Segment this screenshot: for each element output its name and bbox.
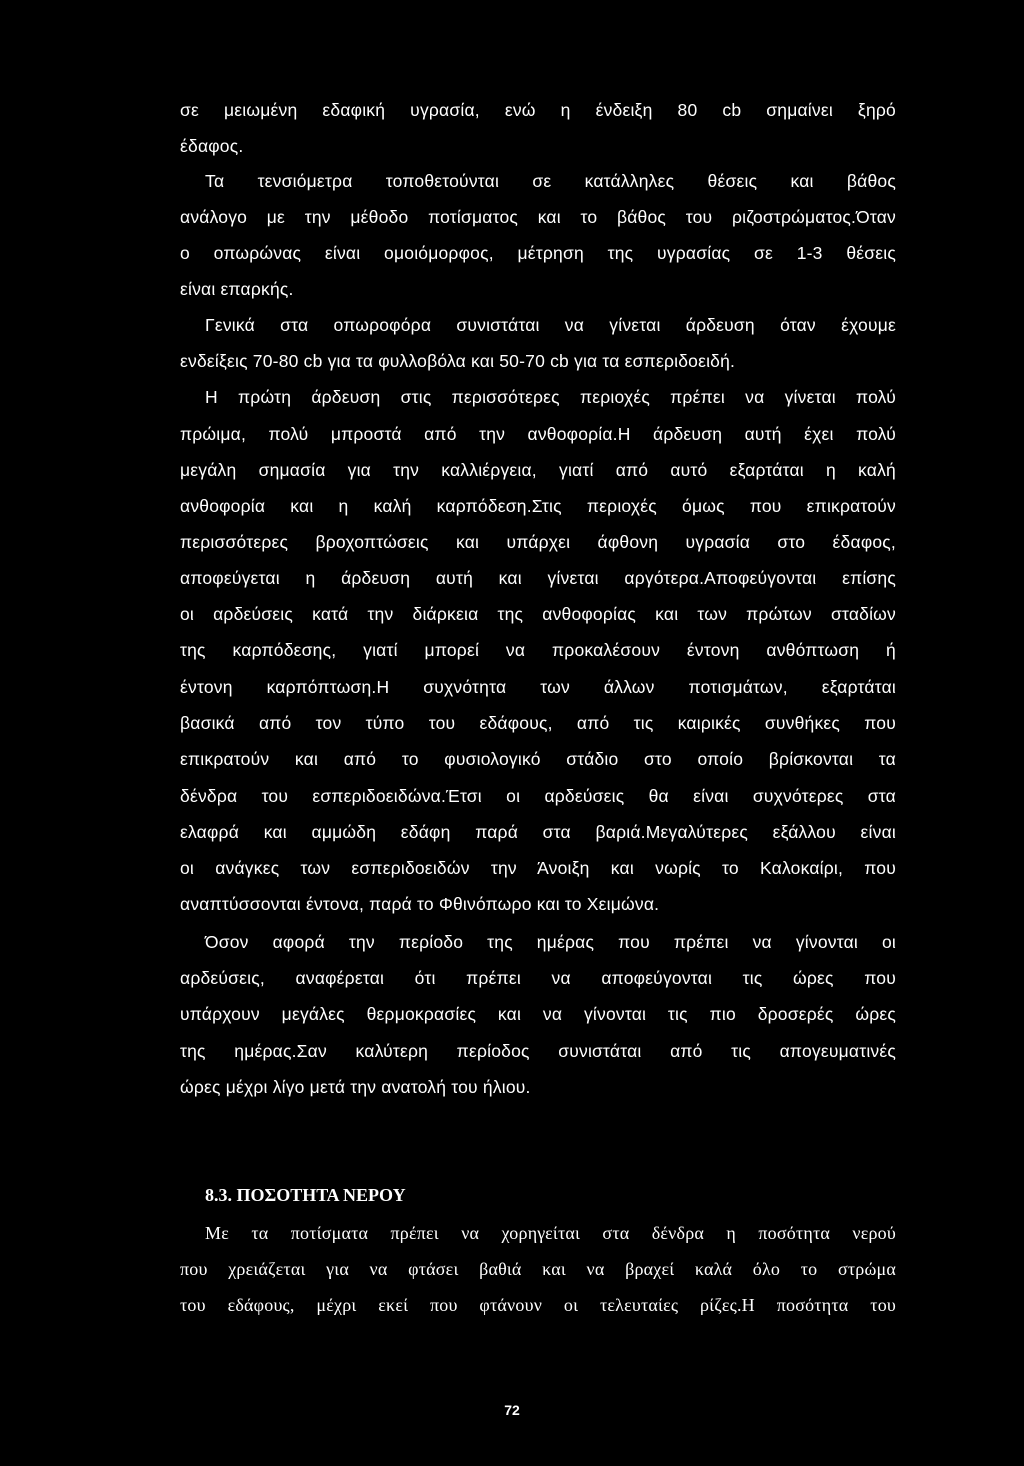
text-line: επικρατούν και από το φυσιολογικό στάδιο στο οποίο βρίσκονται τα	[180, 749, 896, 769]
section-heading: 8.3. ΠΟΣΟΤΗΤΑ ΝΕΡΟΥ	[205, 1185, 406, 1205]
text-line: του εδάφους, μέχρι εκεί που φτάνουν οι τελευταίες ρίζες.Η ποσότητα του	[180, 1295, 896, 1315]
text-line: αρδεύσεις, αναφέρεται ότι πρέπει να αποφεύγονται τις ώρες που	[180, 968, 896, 988]
text-line: έδαφος.	[180, 136, 244, 156]
text-line: ο οπωρώνας είναι ομοιόμορφος, μέτρηση της υγρασίας σε 1-3 θέσεις	[180, 243, 896, 263]
text-line: μεγάλη σημασία για την καλλιέργεια, γιατί από αυτό εξαρτάται η καλή	[180, 460, 896, 480]
text-line: σε μειωμένη εδαφική υγρασία, ενώ η ένδειξη 80 cb σημαίνει ξηρό	[180, 100, 896, 120]
text-line: της καρπόδεσης, γιατί μπορεί να προκαλέσουν έντονη ανθόπτωση ή	[180, 640, 896, 660]
text-line: οι ανάγκες των εσπεριδοειδών την Άνοιξη και νωρίς το Καλοκαίρι, που	[180, 858, 896, 878]
text-line: αναπτύσσονται έντονα, παρά το Φθινόπωρο και το Χειμώνα.	[180, 894, 660, 914]
text-line: ώρες μέχρι λίγο μετά την ανατολή του ήλιου.	[180, 1077, 531, 1097]
page-number: 72	[504, 1402, 520, 1418]
text-line: αποφεύγεται η άρδευση αυτή και γίνεται αργότερα.Αποφεύγονται επίσης	[180, 568, 896, 588]
text-line: πρώιμα, πολύ μπροστά από την ανθοφορία.Η άρδευση αυτή έχει πολύ	[180, 424, 896, 444]
text-line: ανάλογο με την μέθοδο ποτίσματος και το βάθος του ριζοστρώματος.Όταν	[180, 207, 896, 227]
text-line: υπάρχουν μεγάλες θερμοκρασίες και να γίνονται τις πιο δροσερές ώρες	[180, 1004, 896, 1024]
text-line: Γενικά στα οπωροφόρα συνιστάται να γίνεται άρδευση όταν έχουμε	[205, 315, 896, 335]
text-line: είναι επαρκής.	[180, 279, 294, 299]
text-line: ενδείξεις 70-80 cb για τα φυλλοβόλα και 50-70 cb για τα εσπεριδοειδή.	[180, 351, 736, 371]
text-line: Η πρώτη άρδευση στις περισσότερες περιοχές πρέπει να γίνεται πολύ	[205, 387, 896, 407]
text-line: ελαφρά και αμμώδη εδάφη παρά στα βαριά.Μεγαλύτερες εξάλλου είναι	[180, 822, 896, 842]
text-line: Τα τενσιόμετρα τοποθετούνται σε κατάλληλες θέσεις και βάθος	[205, 171, 896, 191]
text-line: βασικά από τον τύπο του εδάφους, από τις καιρικές συνθήκες που	[180, 713, 896, 733]
text-line: ανθοφορία και η καλή καρπόδεση.Στις περιοχές όμως που επικρατούν	[180, 496, 896, 516]
text-line: δένδρα του εσπεριδοειδώνα.Έτσι οι αρδεύσεις θα είναι συχνότερες στα	[180, 786, 896, 806]
text-line: οι αρδεύσεις κατά την διάρκεια της ανθοφορίας και των πρώτων σταδίων	[180, 604, 896, 624]
text-line: περισσότερες βροχοπτώσεις και υπάρχει άφθονη υγρασία στο έδαφος,	[180, 532, 896, 552]
text-line: της ημέρας.Σαν καλύτερη περίοδος συνιστάται από τις απογευματινές	[180, 1041, 896, 1061]
text-line: Με τα ποτίσματα πρέπει να χορηγείται στα δένδρα η ποσότητα νερού	[205, 1223, 896, 1243]
text-line: έντονη καρπόπτωση.Η συχνότητα των άλλων ποτισμάτων, εξαρτάται	[180, 677, 896, 697]
text-line: που χρειάζεται για να φτάσει βαθιά και να βραχεί καλά όλο το στρώμα	[180, 1259, 896, 1279]
text-line: Όσον αφορά την περίοδο της ημέρας που πρέπει να γίνονται οι	[205, 932, 896, 952]
